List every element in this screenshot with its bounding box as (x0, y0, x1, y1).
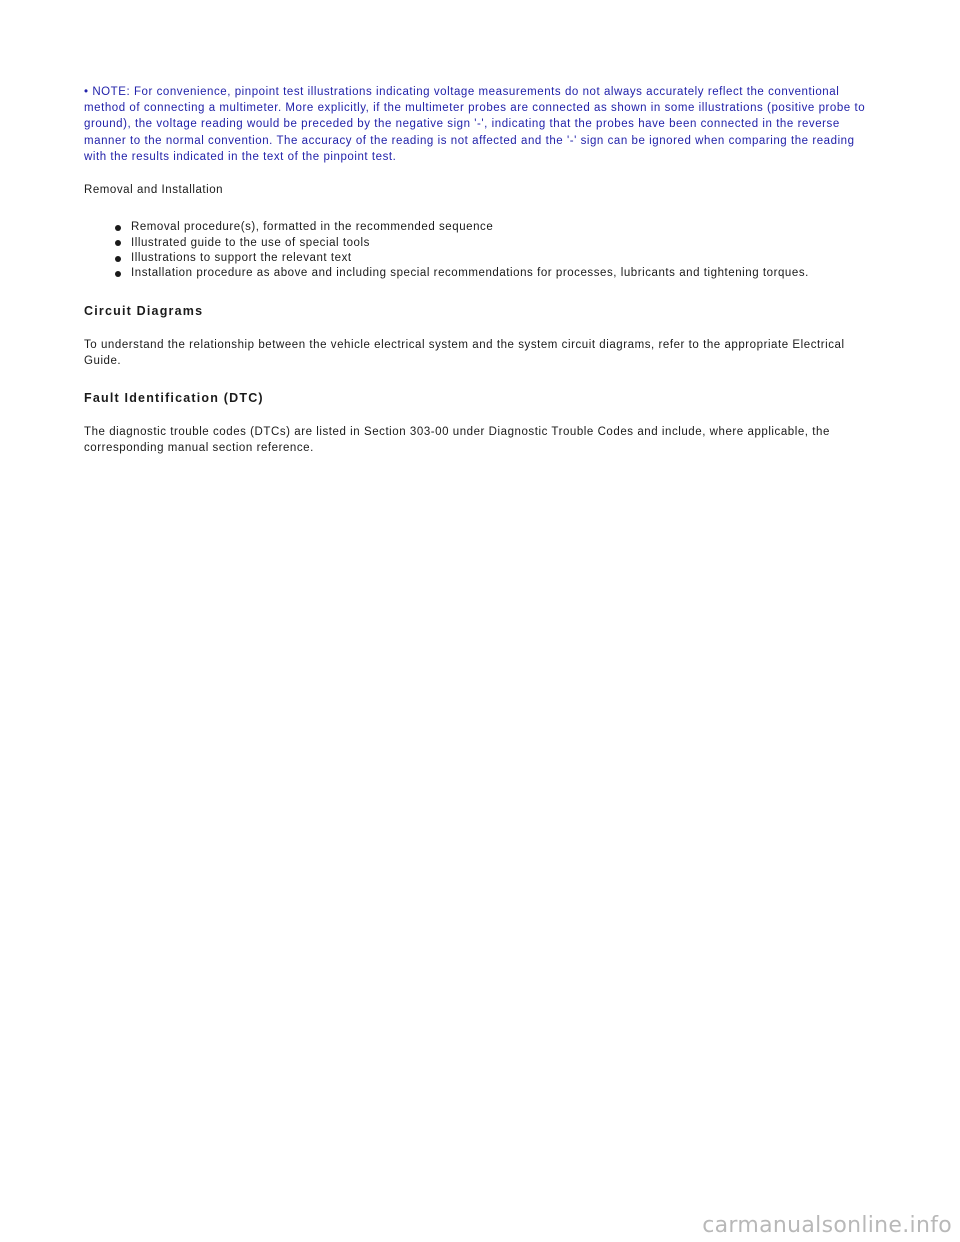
circuit-diagrams-body: To understand the relationship between the vehicle electrical system and the system circuit diagrams, refer to the appropriate Electrical Guide. (84, 338, 845, 368)
bullet-icon (115, 240, 121, 246)
list-item (131, 220, 874, 235)
fault-identification-heading: Fault Identification (DTC) (84, 391, 264, 406)
list-item (131, 266, 874, 281)
list-item (131, 251, 874, 266)
list-item-text: Illustrated guide to the use of special tools (131, 236, 370, 249)
circuit-diagrams-heading: Circuit Diagrams (84, 303, 204, 318)
fault-identification-body: The diagnostic trouble codes (DTCs) are listed in Section 303-00 under Diagnostic Trouble Codes and include, where applicable, the corresponding manual section reference. (84, 426, 830, 455)
list-item-text: Installation procedure as above and including special recommendations for processes, lubricants and tightening torques. (131, 267, 809, 280)
bullet-icon (115, 256, 121, 262)
list-item-text: Removal procedure(s), formatted in the recommended sequence (131, 221, 494, 234)
list-item-text: Illustrations to support the relevant text (131, 252, 352, 265)
removal-list (84, 220, 874, 282)
list-item (131, 236, 874, 251)
document-page (84, 84, 874, 479)
removal-installation-label: Removal and Installation (84, 184, 224, 197)
multimeter-note: • NOTE: For convenience, pinpoint test illustrations indicating voltage measurements do not always accurately reflect the conventional method of connecting a multimeter. More explicitly, if the multimeter probes are connected as shown in some illustrations (positive probe to ground), the voltage reading would be preceded by the negative sign '-', indicating that the probes have been connected in the reverse manner to the normal convention. The accuracy of the reading is not affected and the '-' sign can be ignored when comparing the reading with the results indicated in the text of the pinpoint test. (84, 86, 866, 163)
site-watermark: carmanualsonline.info (702, 1213, 952, 1238)
bullet-icon (115, 225, 121, 231)
bullet-icon (115, 271, 121, 277)
